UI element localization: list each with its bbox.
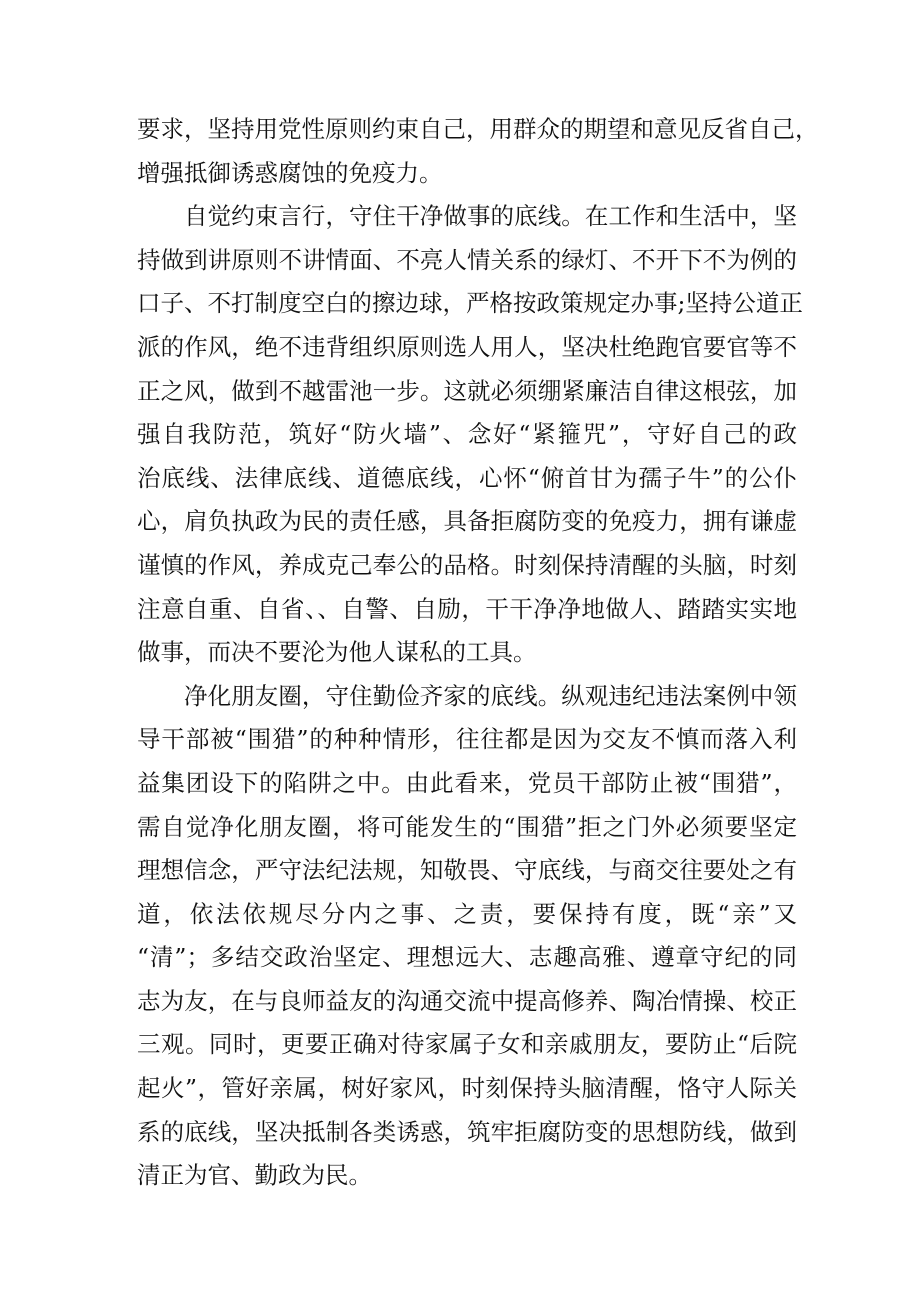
text-line: 益集团设下的陷阱之中。由此看来，党员干部防止被“围猎”， [137, 768, 797, 797]
text-line: 系的底线，坚决抵制各类诱惑，筑牢拒腐防变的思想防线，做到 [137, 1117, 797, 1146]
paragraph-3 [137, 675, 797, 1198]
text-line: 自觉约束言行，守住干净做事的底线。在工作和生活中，坚 [184, 202, 797, 231]
text-line: 起火”，管好亲属，树好家风，时刻保持头脑清醒，恪守人际关 [137, 1074, 797, 1103]
text-line: 清正为官、勤政为民。 [137, 1161, 372, 1190]
text-line: 净化朋友圈，守住勤俭齐家的底线。纵观违纪违法案例中领 [184, 681, 797, 710]
text-line: 增强抵御诱惑腐蚀的免疫力。 [137, 158, 443, 187]
text-line: 谨慎的作风，养成克己奉公的品格。时刻保持清醒的头脑，时刻 [137, 550, 797, 579]
paragraph-1 [137, 108, 819, 195]
text-line: 注意自重、自省、、自警、自励，干干净净地做人、踏踏实实地 [137, 594, 797, 623]
text-line: 导干部被“围猎”的种种情形，往往都是因为交友不慎而落入利 [137, 725, 797, 754]
paragraph-2 [137, 195, 803, 675]
text-line: “清”；多结交政治坚定、理想远大、志趣高雅、遵章守纪的同 [137, 943, 797, 972]
text-line: 口子、不打制度空白的擦边球，严格按政策规定办事;坚持公道正 [137, 289, 803, 318]
text-line: 三观。同时，更要正确对待家属子女和亲戚朋友，要防止“后院 [137, 1030, 797, 1059]
text-line: 要求，坚持用党性原则约束自己，用群众的期望和意见反省自己， [137, 115, 819, 143]
text-line: 派的作风，绝不违背组织原则选人用人，坚决杜绝跑官要官等不 [137, 332, 797, 361]
text-line: 正之风，做到不越雷池一步。这就必须绷紧廉洁自律这根弦，加 [137, 376, 797, 405]
text-line: 理想信念，严守法纪法规，知敬畏、守底线，与商交往要处之有 [137, 856, 797, 885]
text-line: 强自我防范，筑好“防火墙”、念好“紧箍咒”，守好自己的政 [137, 420, 797, 449]
text-line: 做事，而决不要沦为他人谋私的工具。 [137, 638, 537, 667]
text-line: 需自觉净化朋友圈，将可能发生的“围猎”拒之门外必须要坚定 [137, 812, 797, 841]
text-line: 心，肩负执政为民的责任感，具备拒腐防变的免疫力，拥有谦虚 [137, 507, 797, 536]
text-line: 志为友，在与良师益友的沟通交流中提高修养、陶冶情操、校正 [137, 986, 797, 1015]
text-line: 持做到讲原则不讲情面、不亮人情关系的绿灯、不开下不为例的 [137, 245, 797, 274]
text-line: 道，依法依规尽分内之事、之责，要保持有度，既“亲”又 [137, 899, 797, 928]
document-body [137, 108, 819, 1198]
text-line: 治底线、法律底线、道德底线，心怀“俯首甘为孺子牛”的公仆 [137, 463, 797, 492]
